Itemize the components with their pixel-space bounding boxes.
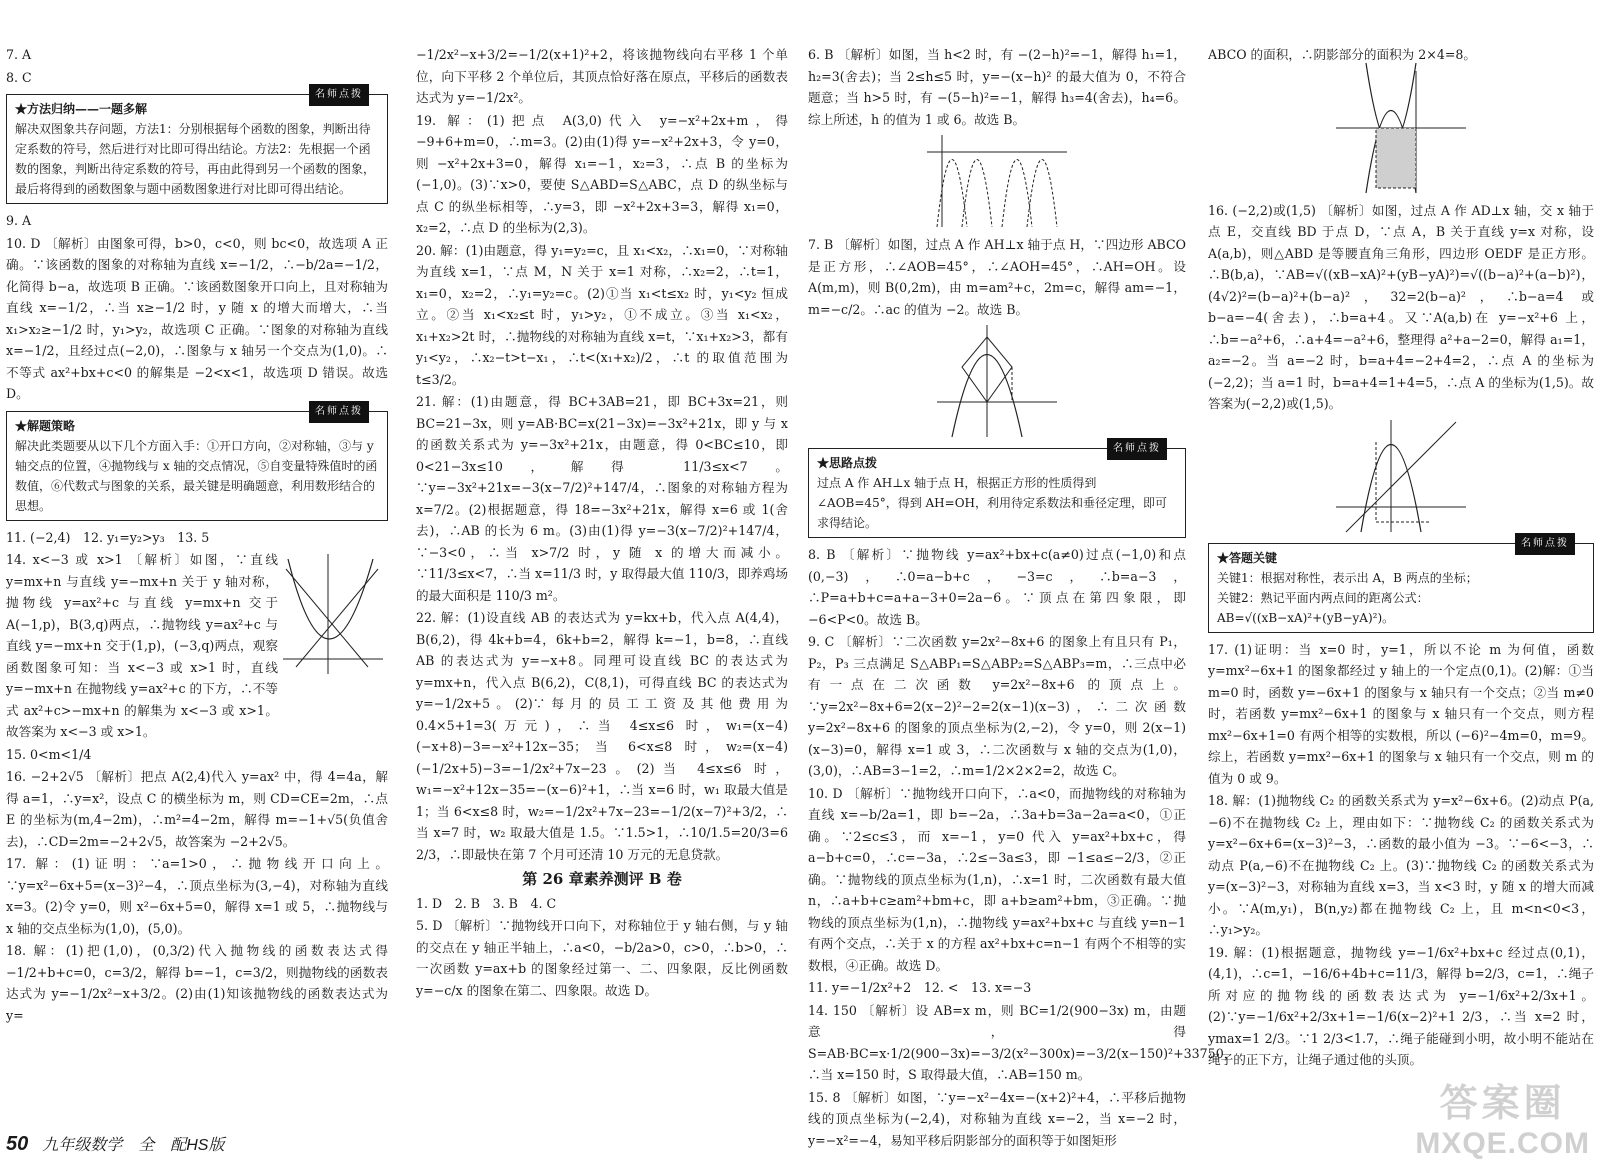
watermark-line-2: MXQE.COM bbox=[1415, 1127, 1590, 1160]
key-box bbox=[1208, 537, 1594, 633]
answer-11-13: 11. y=−1/2x²+2 12. < 13. x=−3 bbox=[808, 980, 1032, 995]
column-2 bbox=[416, 44, 788, 1122]
hint-box bbox=[808, 443, 1186, 538]
watermark-line-1: 答案圈 bbox=[1439, 1083, 1566, 1125]
answer-8: 8. B 〔解析〕∵抛物线 y=ax²+bx+c(a≠0)过点(−1,0)和点(0,−3)，∴0=a−b+c，−3=c，∴b=a−3，∴P=a+b+c=a+a−3+0=2a−6。∵顶点在第四象限，即 −6<P<0。故选 B。 bbox=[808, 547, 1186, 627]
parabola-lines-figure bbox=[278, 549, 388, 679]
strategy-box bbox=[6, 405, 388, 521]
answer-17: 17. 解：(1)证明：∵a=1>0，∴抛物线开口向上。∵y=x²−6x+5=(x−3)²−4，∴顶点坐标为(3,−4)，对称轴为直线 x=3。(2)令 y=0，则 x²−6x+5=0，解得 x=1 或 5，∴抛物线与 x 轴的交点坐标为(1,0)，(5,0)。 bbox=[6, 856, 388, 936]
book-title: 九年级数学 全 配HS版 bbox=[42, 1137, 225, 1154]
column-4 bbox=[1208, 44, 1594, 1122]
answer-9: 9. A bbox=[6, 213, 32, 228]
watermark bbox=[1415, 1072, 1590, 1161]
answer-10: 10. D 〔解析〕由图象可得，b>0，c<0，则 bc<0，故选项 A 正确。∵该函数的图象的对称轴为直线 x=−1/2，∴−b/2a=−1/2，化简得 b−a，故选项 B 正确。∵该函数图象开口向上，且对称轴为直线 x=−1/2，∴当 x≥−1/2 时，y 随 x 的增大而增大，∴当 x₁>x₂≥−1/2 时，y₁>y₂，故选项 C 正确。∵图象的对称轴为直线 x=−1/2，且经过点(−2,0)，∴图象与 x 轴另一个交点为(1,0)。∴不等式 ax²+bx+c<0 的解集是 −2<x<1，故选项 D 错误。故选 D。 bbox=[6, 235, 388, 401]
answer-18: 18. 解：(1)把(1,0)，(0,3/2)代入抛物线的函数表达式得 −1/2+b+c=0，c=3/2，解得 b=−1，c=3/2，则抛物线的函数表达式为 y=−1/2x²−x+3/2。(2)由(1)知该抛物线的函数表达式为 y= bbox=[6, 943, 388, 1023]
box-text: 解决此类题要从以下几个方面入手：①开口方向，②对称轴，③与 y 轴交点的位置，④抛物线与 x 轴的交点情况，⑤自变量特殊值时的函数值，⑥代数式与图象的关系，最关键是明确题意，利用数形结合的思想。 bbox=[15, 438, 378, 513]
answer-10: 10. D 〔解析〕∵抛物线开口向下，∴a<0，而抛物线的对称轴为直线 x=−b/2a=1，即 b=−2a，∴3a+b=3a−2a=a<0，①正确。∵2≤c≤3，而 x=−1，y=0 代入 y=ax²+bx+c，得 a−b+c=0，∴c=−3a，∴2≤−3a≤3，即 −1≤a≤−2/3，②正确。∵抛物线的顶点坐标为(1,n)，∴x=1 时，二次函数有最大值 n，∴a+b+c≥am²+bm+c，即 a+b≥am²+bm，③正确。∵抛物线的顶点坐标为(1,n)，∴抛物线 y=ax²+bx+c 与直线 y=n−1 有两个交点，∴关于 x 的方程 ax²+bx+c=n−1 有两个不相等的实数根，④正确。故选 D。 bbox=[808, 785, 1186, 973]
answer-16: 16. −2+2√5 〔解析〕把点 A(2,4)代入 y=ax² 中，得 4=4a，解得 a=1，∴y=x²，设点 C 的横坐标为 m，则 CD=CE=2m，∴点 E 的坐标为(m,4−2m)，∴m²=4−2m，解得 m=−1+√5(负值舍去)，∴CD=2m=−2+2√5，故答案为 −2+2√5。 bbox=[6, 769, 388, 849]
section-title: 第 26 章素养测评 B 卷 bbox=[522, 870, 682, 888]
answer-17: 17. (1)证明：当 x=0 时，y=1，所以不论 m 为何值，函数 y=mx²−6x+1 的图象都经过 y 轴上的一个定点(0,1)。(2)解：①当 m=0 时，函数 y=−6x+1 的图象与 x 轴只有一个交点；②当 m≠0 时，若函数 y=mx²−6x+1 的图象与 x 轴只有一个交点，则方程 mx²−6x+1=0 有两个相等的实数根，所以 (−6)²−4m=0，m=9。综上，若函数 y=mx²−6x+1 的图象与 x 轴只有一个交点，则 m 的值为 0 或 9。 bbox=[1208, 641, 1594, 786]
answer-20: 20. 解：(1)由题意，得 y₁=y₂=c，且 x₁<x₂，∴x₁=0，∵对称轴为直线 x=1，∵点 M，N 关于 x=1 对称，∴x₂=2，∴t=1，x₁=0，x₂=2，∴y₁=y₂=c。(2)①当 x₁<t≤x₂ 时，y₁<y₂ 恒成立。②当 x₁<x₂≤t 时，y₁>y₂，①不成立。③当 x₁<x₂，x₁+x₂>2t 时，∴抛物线的对称轴为直线 x=t，∵x₁+x₂>3，都有 y₁<y₂，∴x₂−t>t−x₁，∴t<(x₁+x₂)/2，∴t 的取值范围为 t≤3/2。 bbox=[416, 242, 788, 387]
translated-parabolas-figure bbox=[922, 132, 1072, 232]
box-text: 过点 A 作 AH⊥x 轴于点 H，根据正方形的性质得到∠AOB=45°，得到 AH=OH，利用待定系数法和垂径定理，即可求得结论。 bbox=[817, 476, 1168, 530]
box-text: 解决双图象共存问题，方法1：分别根据每个函数的图象，判断出待定系数的符号，然后进行对比即可得出结论。方法2：先根据一个函数的图象，判断出待定系数的符号，再由此得到另一个函数的图象，最后将得到的函数图象与题中函数图象进行对比即可得出结论。 bbox=[15, 122, 376, 196]
answer-18: 18. 解：(1)抛物线 C₂ 的函数关系式为 y=x²−6x+6。(2)动点 P(a,−6)不在抛物线 C₂ 上，理由如下：∵抛物线 C₂ 的函数关系式为 y=x²−6x+6=(x−3)²−3，∴函数的最小值为 −3。∵−6<−3，∴动点 P(a,−6)不在抛物线 C₂ 上。(3)∵抛物线 C₂ 的函数关系式为 y=(x−3)²−3，对称轴为直线 x=3，当 x<3 时，y 随 x 的增大而减小。∵A(m,y₁)，B(n,y₂)都在抛物线 C₂ 上，且 m<n<0<3，∴y₁>y₂。 bbox=[1208, 793, 1594, 937]
box-tag: 名师点拨 bbox=[1107, 438, 1167, 460]
answer-15: 15. 0<m<1/4 bbox=[6, 746, 92, 762]
page-number: 50 bbox=[6, 1133, 29, 1155]
answer-6: 6. B 〔解析〕如图，当 h<2 时，有 −(2−h)²=−1，解得 h₁=1，h₂=3(舍去)；当 2≤h≤5 时，y=−(x−h)² 的最大值为 0，不符合题意；当 h>5 时，有 −(5−h)²=−1，解得 h₃=4(舍去)，h₄=6。综上所述，h 的值为 1 或 6。故选 B。 bbox=[808, 47, 1186, 127]
box-tag: 名师点拨 bbox=[309, 401, 369, 423]
answer-7: 7. A bbox=[6, 47, 32, 62]
method-box bbox=[6, 89, 388, 204]
column-3 bbox=[808, 44, 1237, 1148]
answer-16: 16. (−2,2)或(1,5) 〔解析〕如图，过点 A 作 AD⊥x 轴，交 x 轴于点 E，交直线 BD 于点 D，∵点 A，B 关于直线 y=x 对称，设 A(a,b)，则△ABD 是等腰直角三角形，四边形 OEDF 是正方形。∴B(b,a)，∵AB=√((xB−xA)²+(yB−yA)²)=√((b−a)²+(a−b)²)，(4√2)²=(b−a)²+(b−a)²，32=2(b−a)²，∴b−a=4 或 b−a=−4(舍去)，∴b=a+4。又∵A(a,b)在 y=−x²+6 上，∴b=−a²+6，∴a+4=−a²+6，整理得 a²+a−2=0，解得 a₁=1，a₂=−2。当 a=−2 时，b=a+4=−2+4=2，∴点 A 的坐标为(−2,2)；当 a=1 时，b=a+4=1+4=5，∴点 A 的坐标为(1,5)。故答案为(−2,2)或(1,5)。 bbox=[1208, 202, 1594, 411]
column-1 bbox=[6, 44, 388, 1122]
box-line-2: 关键2：熟记平面内两点间的距离公式： bbox=[1217, 590, 1429, 605]
box-formula: AB=√((xB−xA)²+(yB−yA)²)。 bbox=[1217, 610, 1395, 625]
box-line-1: 关键1：根据对称性，表示出 A，B 两点的坐标； bbox=[1217, 570, 1478, 585]
box-title: ★方法归纳——一题多解 bbox=[15, 102, 148, 116]
answer-7: 7. B 〔解析〕如图，过点 A 作 AH⊥x 轴于点 H，∵四边形 ABCO 是正方形，∴∠AOB=45°，∴∠AOH=45°，∴AH=OH。设 A(m,m)，则 B(0,2m)，由 m=am²+c，2m=c，解得 am=−1，m=−c/2。∴ac 的值为 −2。故选 B。 bbox=[808, 237, 1186, 317]
shaded-area-figure bbox=[1331, 68, 1471, 198]
box-title: ★答题关键 bbox=[1217, 550, 1278, 565]
square-parabola-figure bbox=[932, 322, 1062, 442]
answer-19: 19. 解：(1)把点 A(3,0)代入 y=−x²+2x+m，得 −9+6+m=0，∴m=3。(2)由(1)得 y=−x²+2x+3，令 y=0，则 −x²+2x+3=0，解得 x₁=−1，x₂=3，∴点 B 的坐标为(−1,0)。(3)∵x>0，要使 S△ABD=S△ABC，点 D 的纵坐标与点 C 的纵坐标相等，∴y=3，即 −x²+2x+3=3，解得 x₁=0，x₂=2，∴点 D 的坐标为(2,3)。 bbox=[416, 112, 788, 235]
box-tag: 名师点拨 bbox=[309, 84, 369, 106]
answer-14: 14. x<−3 或 x>1 〔解析〕如图，∵直线 y=mx+n 与直线 y=−mx+n 关于 y 轴对称，抛物线 y=ax²+c 与直线 y=mx+n 交于 A(−1,p)，B(3,q)两点，∴抛物线 y=ax²+c 与直线 y=−mx+n 交于(1,p)，(−3,q)两点，观察函数图象可知：当 x<−3 或 x>1 时，直线 y=−mx+n 在抛物线 y=ax²+c 的下方，∴不等式 ax²+c>−mx+n 的解集为 x<−3 或 x>1。故答案为 x<−3 或 x>1。 bbox=[6, 552, 278, 739]
answer-22: 22. 解：(1)设直线 AB 的表达式为 y=kx+b，代入点 A(4,4)，B(6,2)，得 4k+b=4，6k+b=2，解得 k=−1，b=8，∴直线 AB 的表达式为 y=−x+8。同理可设直线 BC 的表达式为 y=mx+n，代入点 B(6,2)，C(8,1)，可得直线 BC 的表达式为 y=−1/2x+5。(2)∵每月的员工工资及其他费用为 0.4×5+1=3(万元)，∴当 4≤x≤6 时，w₁=(x−4)(−x+8)−3=−x²+12x−35；当 6<x≤8 时，w₂=(x−4)(−1/2x+5)−3=−1/2x²+7x−23。(2)当 4≤x≤6 时，w₁=−x²+12x−35=−(x−6)²+1，∴当 x=6 时，w₁ 取最大值是 1；当 6<x≤8 时，w₂=−1/2x²+7x−23=−1/2(x−7)²+3/2，∴当 x=7 时，w₂ 取最大值是 1.5。∵1.5>1，∴10/1.5=20/3=6 2/3，∴即最快在第 7 个月可还清 10 万元的无息贷款。 bbox=[416, 610, 788, 862]
answer-11-13: 11. (−2,4) 12. y₁=y₂>y₃ 13. 5 bbox=[6, 529, 210, 545]
box-title: ★解题策略 bbox=[15, 418, 76, 433]
answer-14: 14. 150 〔解析〕设 AB=x m，则 BC=1/2(900−3x) m，由题意，得 S=AB·BC=x·1/2(900−3x)=−3/2(x²−300x)=−3/2(x−150)²+33750，∴当 x=150 时，S 取得最大值，∴AB=150 m。 bbox=[808, 1002, 1237, 1082]
answers-1-4: 1. D 2. B 3. B 4. C bbox=[416, 895, 557, 911]
answer-19: 19. 解：(1)根据题意，抛物线 y=−1/6x²+bx+c 经过点(0,1)，(4,1)，∴c=1，−16/6+4b+c=11/3，解得 b=2/3，c=1，∴绳子所对应的抛物线的函数表达式为 y=−1/6x²+2/3x+1。(2)∵y=−1/6x²+2/3x+1=−1/6(x−2)²+1 2/3，∴当 x=2 时，ymax=1 2/3。∵1 2/3<1.7，∴绳子能碰到小明，故小明不能站在绳子的正下方，让绳子通过他的头顶。 bbox=[1208, 944, 1594, 1067]
box-tag: 名师点拨 bbox=[1515, 533, 1575, 555]
answer-5: 5. D 〔解析〕∵抛物线开口向下，对称轴位于 y 轴右侧，与 y 轴的交点在 y 轴正半轴上，∴a<0，−b/2a>0，c>0，∴b>0，∴一次函数 y=ax+b 的图象经过第一、二、四象限，反比例函数 y=−c/x 的图象在第二、四象限。故选 D。 bbox=[416, 918, 788, 998]
answer-15-continued: ABCO 的面积，∴阴影部分的面积为 2×4=8。 bbox=[1208, 47, 1477, 62]
answer-8: 8. C bbox=[6, 69, 32, 85]
answer-21: 21. 解：(1)由题意，得 BC+3AB=21，即 BC+3x=21，则 BC=21−3x，则 y=AB·BC=x(21−3x)=−3x²+21x，即 y 与 x 的函数关系式为 y=−3x²+21x，由题意，得 0<BC≤10，即 0<21−3x≤10，解得 11/3≤x<7。∵y=−3x²+21x=−3(x−7/2)²+147/4，∴图象的对称轴方程为 x=7/2。(2)根据题意，得 18=−3x²+21x，解得 x=6 或 1(舍去)，∴AB 的长为 6 m。(3)由(1)得 y=−3(x−7/2)²+147/4，∵−3<0，∴当 x>7/2 时，y 随 x 的增大而减小。∵11/3≤x<7，∴当 x=11/3 时，y 取得最大值 110/3，即养鸡场的最大面积是 110/3 m²。 bbox=[416, 394, 788, 603]
page-footer bbox=[6, 1132, 224, 1156]
answer-18-continued: −1/2x²−x+3/2=−1/2(x+1)²+2，将该抛物线向右平移 1 个单位，向下平移 2 个单位后，其顶点恰好落在原点，平移后的函数表达式为 y=−1/2x²。 bbox=[416, 47, 788, 105]
answer-9: 9. C 〔解析〕∵二次函数 y=2x²−8x+6 的图象上有且只有 P₁，P₂，P₃ 三点满足 S△ABP₁=S△ABP₂=S△ABP₃=m，∴三点中必有一点在二次函数 y=2x²−8x+6 的顶点上。∵y=2x²−8x+6=2(x−2)²−2=2(x−1)(x−3)，∴二次函数 y=2x²−8x+6 的图象的顶点坐标为(2,−2)，令 y=0，则 2(x−1)(x−3)=0，解得 x=1 或 3，∴二次函数与 x 轴的交点为(1,0)，(3,0)，∴AB=3−1=2，∴m=1/2×2×2=2，故选 C。 bbox=[808, 634, 1186, 778]
symmetric-points-figure bbox=[1331, 417, 1471, 537]
box-title: ★思路点拨 bbox=[817, 456, 878, 470]
answer-15: 15. 8 〔解析〕如图，∵y=−x²−4x=−(x+2)²+4，∴平移后抛物线的顶点坐标为(−2,4)，对称轴为直线 x=−2，当 x=−2 时，y=−x²=−4，易知平移后阴影部分的面积等于如图矩形 bbox=[808, 1089, 1186, 1148]
